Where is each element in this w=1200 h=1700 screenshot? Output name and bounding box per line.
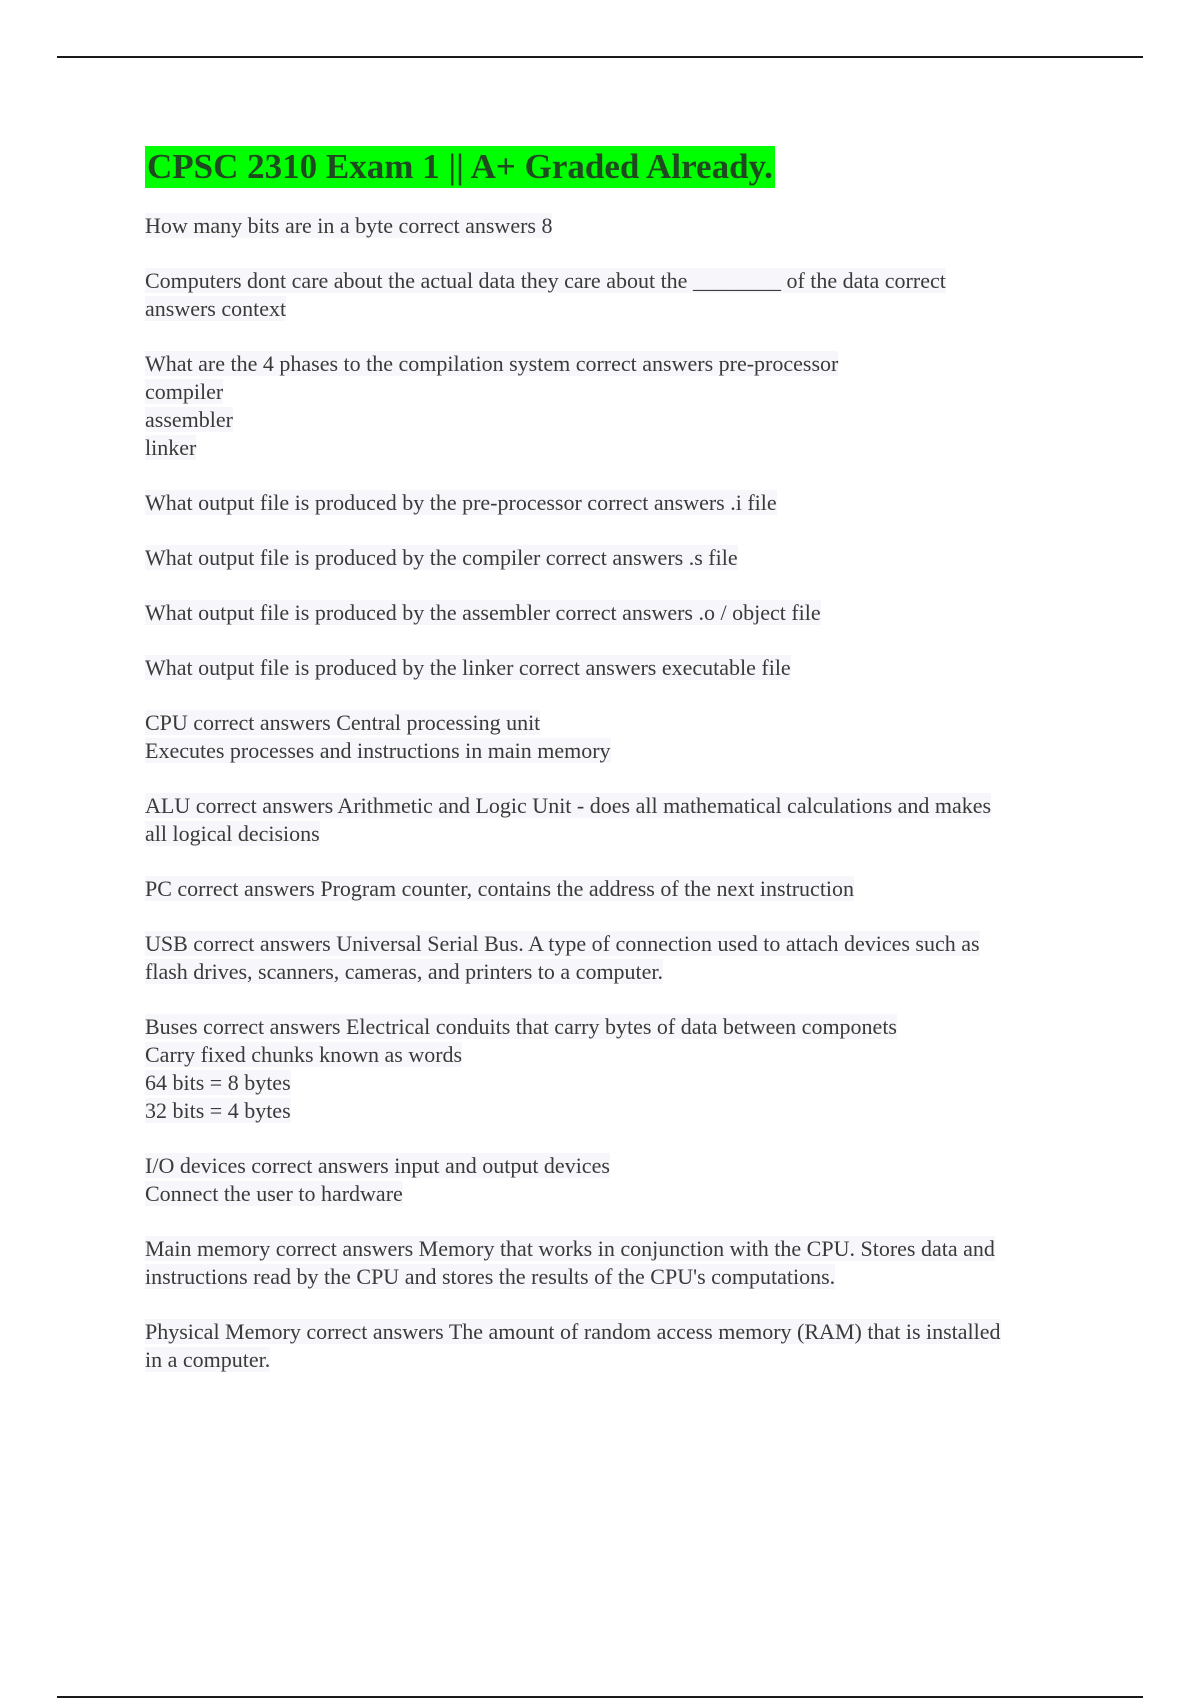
- question-answer-list: [145, 212, 1095, 1374]
- qa-item: [145, 212, 1095, 240]
- qa-line-text: Executes processes and instructions in main memory: [145, 738, 611, 763]
- qa-item: [145, 1318, 1095, 1374]
- qa-line-text: in a computer.: [145, 1347, 271, 1372]
- qa-item: [145, 1235, 1095, 1291]
- qa-line: [145, 1041, 1095, 1069]
- qa-line: [145, 1069, 1095, 1097]
- qa-item: [145, 599, 1095, 627]
- qa-item: [145, 930, 1095, 986]
- qa-line-text: linker: [145, 435, 197, 460]
- qa-line-text: Physical Memory correct answers The amount of random access memory (RAM) that is installed: [145, 1319, 1001, 1344]
- qa-line-text: USB correct answers Universal Serial Bus. A type of connection used to attach devices such as: [145, 931, 980, 956]
- qa-line-text: instructions read by the CPU and stores the results of the CPU's computations.: [145, 1264, 836, 1289]
- qa-line: [145, 958, 1095, 986]
- qa-item: [145, 489, 1095, 517]
- header-rule: [57, 56, 1143, 58]
- document-body: [145, 146, 1095, 1374]
- qa-line-text: Buses correct answers Electrical conduits that carry bytes of data between componets: [145, 1014, 897, 1039]
- qa-item: [145, 875, 1095, 903]
- footer-rule: [57, 1696, 1143, 1698]
- qa-line: [145, 544, 1095, 572]
- qa-line-text: Computers dont care about the actual data they care about the ________ of the data correct: [145, 268, 946, 293]
- qa-line: [145, 1263, 1095, 1291]
- qa-line: [145, 709, 1095, 737]
- qa-line-text: What are the 4 phases to the compilation system correct answers pre-processor: [145, 351, 839, 376]
- qa-line-text: flash drives, scanners, cameras, and printers to a computer.: [145, 959, 664, 984]
- qa-line-text: CPU correct answers Central processing unit: [145, 710, 541, 735]
- qa-line-text: What output file is produced by the linker correct answers executable file: [145, 655, 791, 680]
- qa-line-text: Carry fixed chunks known as words: [145, 1042, 463, 1067]
- qa-line: [145, 654, 1095, 682]
- qa-item: [145, 709, 1095, 765]
- qa-line: [145, 350, 1095, 378]
- qa-line-text: How many bits are in a byte correct answers 8: [145, 213, 553, 238]
- qa-item: [145, 654, 1095, 682]
- qa-line-text: answers context: [145, 296, 287, 321]
- qa-line: [145, 378, 1095, 406]
- qa-line: [145, 737, 1095, 765]
- qa-line: [145, 1013, 1095, 1041]
- qa-item: [145, 350, 1095, 462]
- qa-line-text: I/O devices correct answers input and output devices: [145, 1153, 610, 1178]
- qa-line: [145, 1180, 1095, 1208]
- qa-line: [145, 1152, 1095, 1180]
- qa-line: [145, 489, 1095, 517]
- qa-line-text: 64 bits = 8 bytes: [145, 1070, 291, 1095]
- qa-line: [145, 792, 1095, 820]
- qa-line: [145, 295, 1095, 323]
- qa-line-text: Main memory correct answers Memory that works in conjunction with the CPU. Stores data and: [145, 1236, 995, 1261]
- qa-item: [145, 1152, 1095, 1208]
- qa-line: [145, 1097, 1095, 1125]
- qa-line: [145, 434, 1095, 462]
- qa-line: [145, 875, 1095, 903]
- qa-line-text: PC correct answers Program counter, contains the address of the next instruction: [145, 876, 855, 901]
- qa-item: [145, 792, 1095, 848]
- qa-line-text: compiler: [145, 379, 224, 404]
- qa-line-text: What output file is produced by the compiler correct answers .s file: [145, 545, 738, 570]
- qa-line-text: all logical decisions: [145, 821, 320, 846]
- qa-line-text: What output file is produced by the pre-processor correct answers .i file: [145, 490, 777, 515]
- qa-item: [145, 1013, 1095, 1125]
- qa-item: [145, 544, 1095, 572]
- qa-line: [145, 820, 1095, 848]
- qa-line-text: assembler: [145, 407, 233, 432]
- qa-line: [145, 1235, 1095, 1263]
- qa-line: [145, 599, 1095, 627]
- qa-line-text: Connect the user to hardware: [145, 1181, 403, 1206]
- qa-line: [145, 406, 1095, 434]
- qa-line: [145, 1346, 1095, 1374]
- qa-line: [145, 212, 1095, 240]
- qa-line-text: What output file is produced by the assembler correct answers .o / object file: [145, 600, 821, 625]
- qa-item: [145, 267, 1095, 323]
- qa-line: [145, 267, 1095, 295]
- qa-line: [145, 1318, 1095, 1346]
- document-title: CPSC 2310 Exam 1 || A+ Graded Already.: [147, 147, 773, 186]
- qa-line-text: 32 bits = 4 bytes: [145, 1098, 291, 1123]
- qa-line-text: ALU correct answers Arithmetic and Logic Unit - does all mathematical calculations and makes: [145, 793, 992, 818]
- qa-line: [145, 930, 1095, 958]
